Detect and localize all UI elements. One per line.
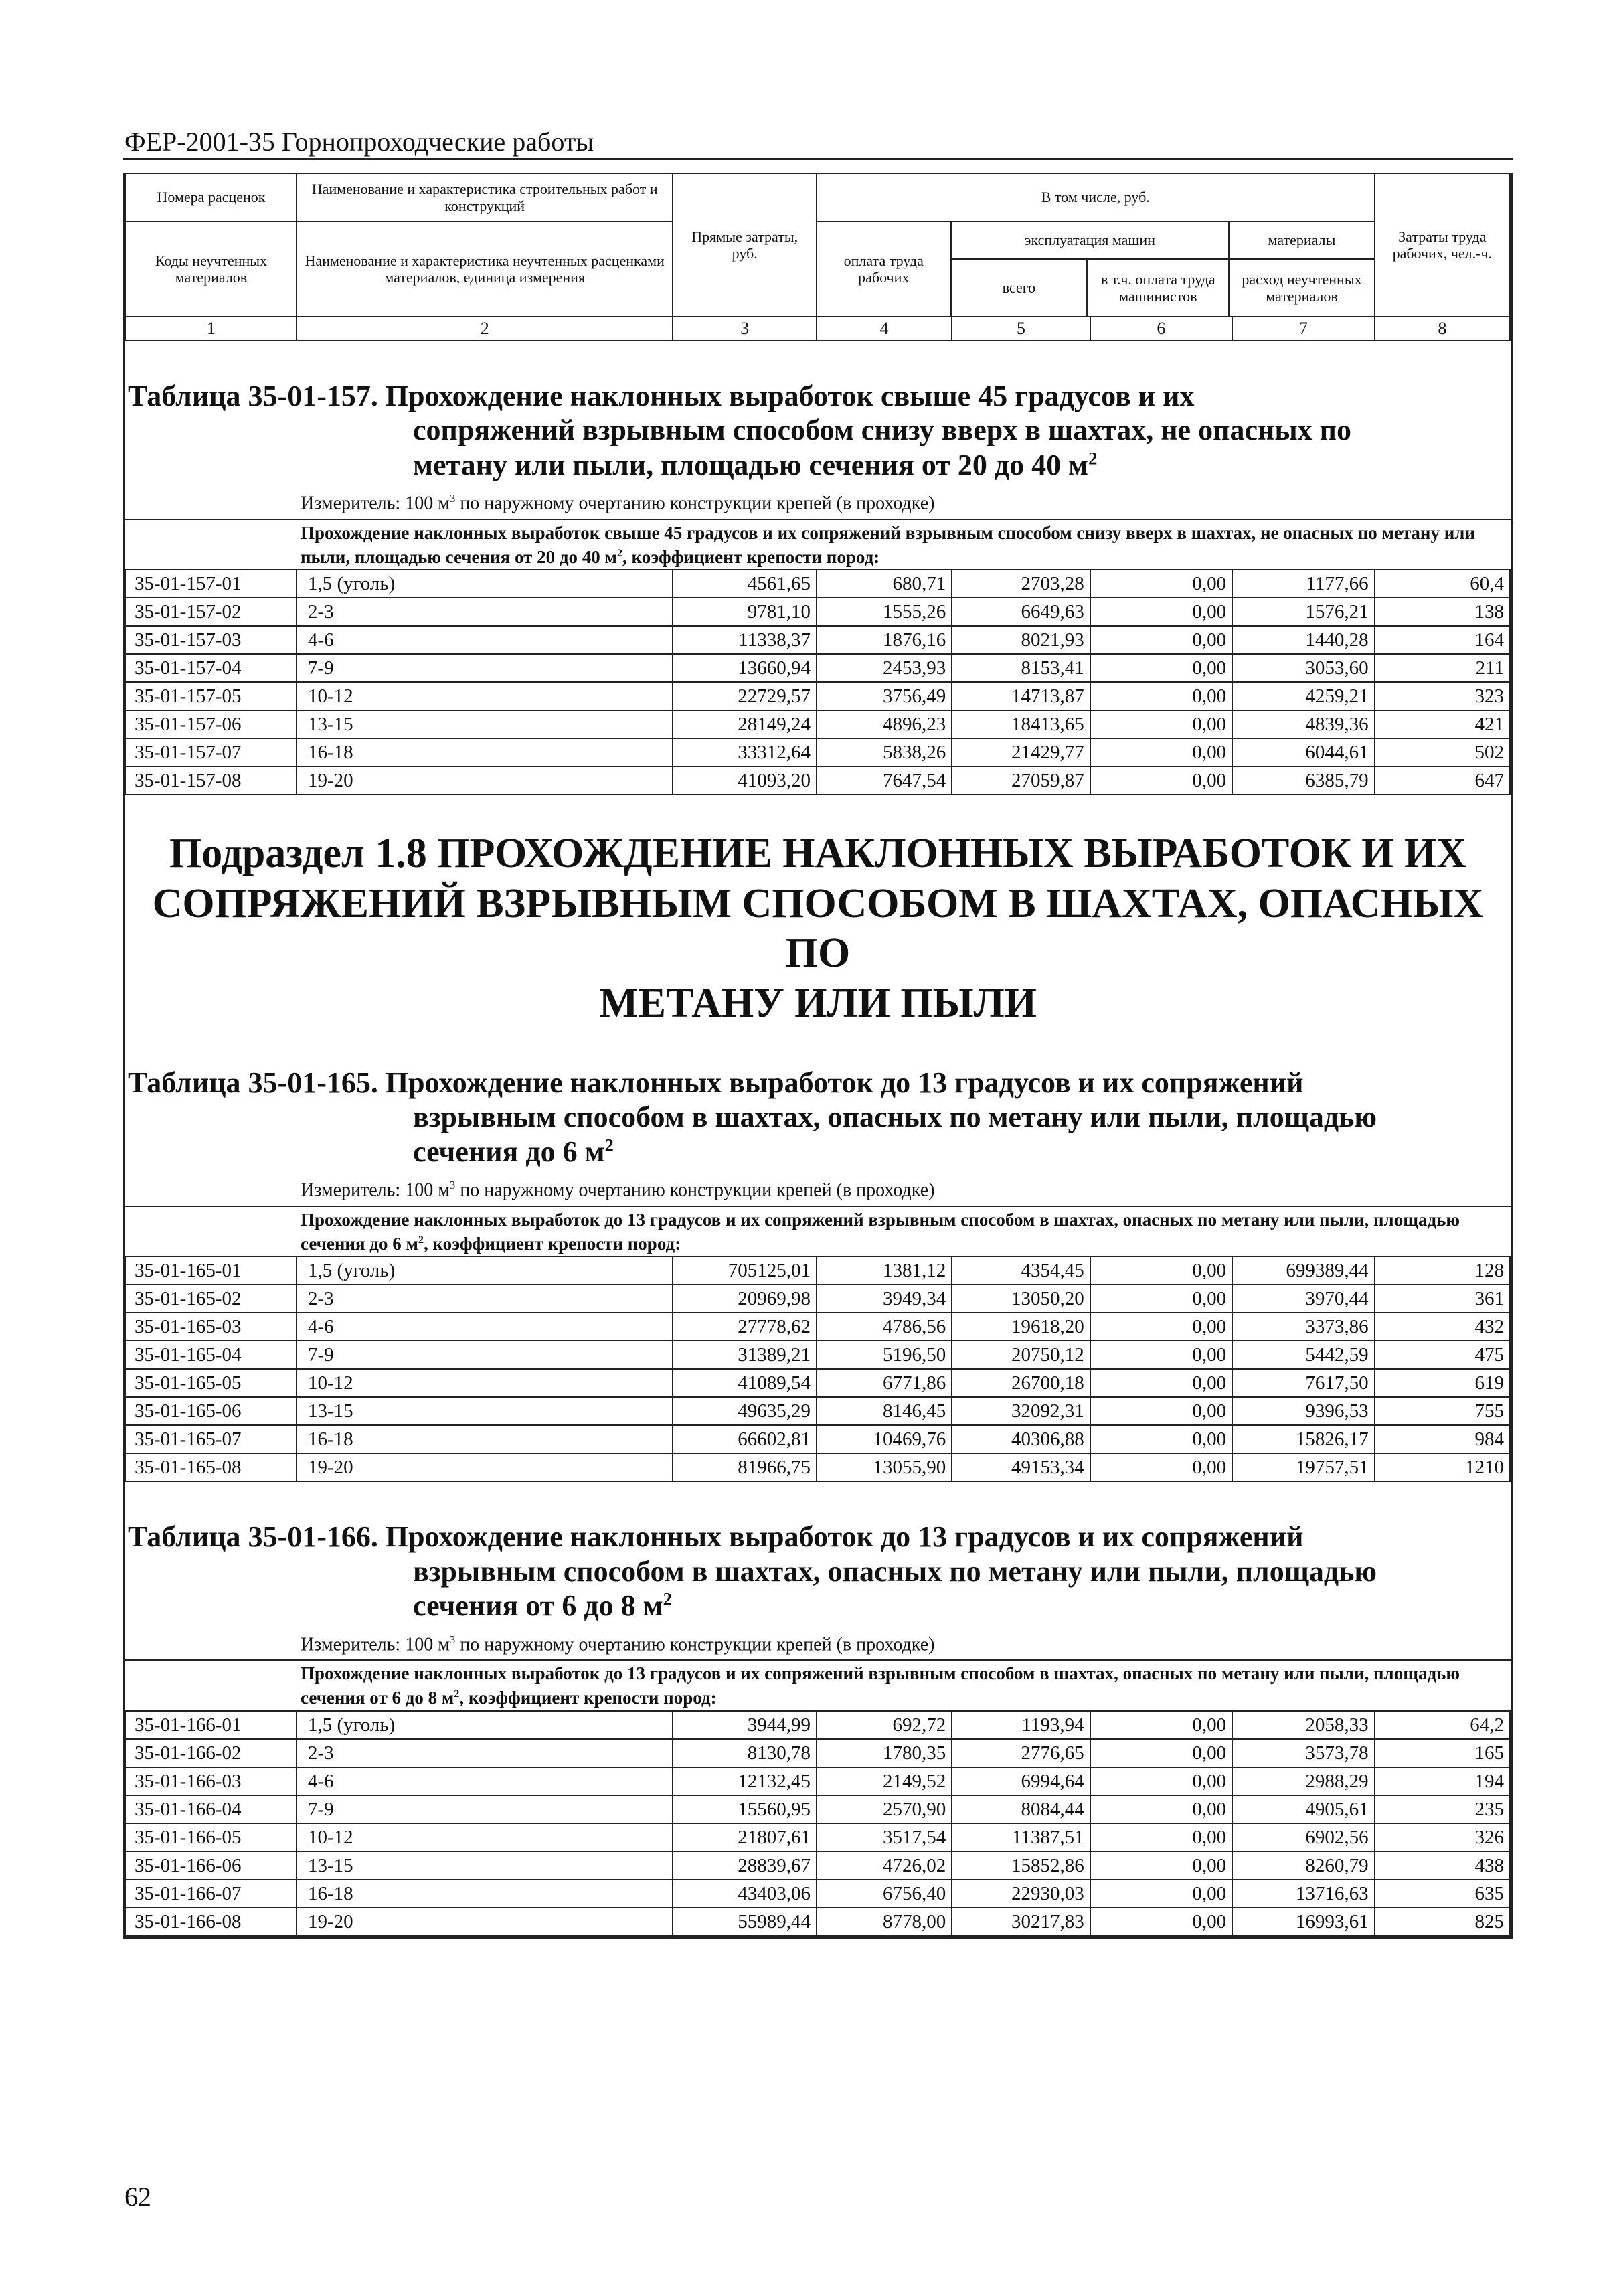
table-row [126,738,1510,766]
table-cell: 28149,24 [673,710,816,738]
table-cell: 11338,37 [673,626,816,654]
column-number: 8 [1375,317,1510,341]
table-description: Прохождение наклонных выработок до 13 градусов и их сопряжений взрывным способом в шахтах, опасных по метану или пыли, площадью сечения от 6 до 8 $м^2$, коэффициент крепости пород: [125,1659,1511,1710]
table-cell: 8778,00 [817,1908,952,1936]
table-cell: 7617,50 [1232,1369,1374,1397]
table-35-01-166 [125,1520,1511,1936]
table-cell: 502 [1375,738,1510,766]
table-cell: 10469,76 [817,1425,952,1453]
table-cell: 35-01-157-08 [126,766,297,795]
table-cell: 7-9 [297,1795,673,1823]
col-header-work-name: Наименование и характеристика строительных работ и конструкций [297,173,673,222]
table-cell: 16-18 [297,1425,673,1453]
col-header-labor: Затраты труда рабочих, чел.-ч. [1375,173,1510,317]
table-cell: 421 [1375,710,1510,738]
table-row [126,1369,1510,1397]
table-row [126,626,1510,654]
column-number-row [126,317,1510,341]
table-row [126,654,1510,682]
table-cell: 35-01-165-03 [126,1313,297,1341]
table-cell: 13050,20 [952,1285,1090,1313]
table-cell: 4561,65 [673,570,816,598]
table-cell: 165 [1375,1739,1510,1767]
table-cell: 7-9 [297,1341,673,1369]
table-cell: 35-01-157-02 [126,598,297,626]
table-cell: 8021,93 [952,626,1090,654]
col-header-unaccounted-materials: расход неучтенных материалов [1229,259,1373,316]
table-cell: 35-01-157-03 [126,626,297,654]
table-cell: 475 [1375,1341,1510,1369]
table-cell: 619 [1375,1369,1510,1397]
table-cell: 705125,01 [673,1256,816,1285]
column-number: 7 [1232,317,1374,341]
table-cell: 6771,86 [817,1369,952,1397]
col-header-direct-costs: Прямые затраты, руб. [673,173,816,317]
table-cell: 0,00 [1090,1397,1232,1425]
table-cell: 0,00 [1090,1453,1232,1481]
table-row [126,682,1510,710]
table-cell: 33312,64 [673,738,816,766]
table-cell: 438 [1375,1852,1510,1880]
table-cell: 8084,44 [952,1795,1090,1823]
table-cell: 35-01-165-07 [126,1425,297,1453]
table-cell: 4259,21 [1232,682,1374,710]
table-cell: 22729,57 [673,682,816,710]
table-cell: 6385,79 [1232,766,1374,795]
table-row [126,1711,1510,1739]
table-cell: 15560,95 [673,1795,816,1823]
table-cell: 35-01-166-06 [126,1852,297,1880]
table-cell: 20750,12 [952,1341,1090,1369]
document-body [123,173,1513,1939]
measure-unit: Измеритель: 100 $м^3$ по наружному очертанию конструкции крепей (в проходке) [301,1179,935,1201]
table-cell: 41089,54 [673,1369,816,1397]
table-row [126,1453,1510,1481]
table-cell: 361 [1375,1285,1510,1313]
table-cell: 10-12 [297,682,673,710]
table-cell: 0,00 [1090,570,1232,598]
table-cell: 235 [1375,1795,1510,1823]
table-cell: 0,00 [1090,1767,1232,1795]
col-header-group: В том числе, руб. [817,173,1375,222]
table-cell: 9396,53 [1232,1397,1374,1425]
table-cell: 2703,28 [952,570,1090,598]
table-cell: 2058,33 [1232,1711,1374,1739]
table-cell: 3944,99 [673,1711,816,1739]
table-cell: 15826,17 [1232,1425,1374,1453]
table-cell: 692,72 [817,1711,952,1739]
table-cell: 66602,81 [673,1425,816,1453]
col-header-machines: эксплуатация машин [951,222,1230,259]
table-cell: 35-01-157-05 [126,682,297,710]
page-number: 62 [124,2182,151,2212]
table-cell: 16993,61 [1232,1908,1374,1936]
col-header-material-name: Наименование и характеристика неучтенных расценками материалов, единица измерения [297,222,673,317]
table-cell: 13-15 [297,1397,673,1425]
table-cell: 35-01-157-04 [126,654,297,682]
table-cell: 825 [1375,1908,1510,1936]
table-cell: 10-12 [297,1823,673,1852]
table-cell: 6044,61 [1232,738,1374,766]
table-cell: 16-18 [297,1880,673,1908]
table-cell: 35-01-166-01 [126,1711,297,1739]
table-cell: 3373,86 [1232,1313,1374,1341]
table-cell: 8146,45 [817,1397,952,1425]
table-cell: 1,5 (уголь) [297,1711,673,1739]
table-cell: 2149,52 [817,1767,952,1795]
table-row [126,1823,1510,1852]
table-cell: 18413,65 [952,710,1090,738]
column-number: 1 [126,317,297,341]
table-cell: 9781,10 [673,598,816,626]
table-cell: 81966,75 [673,1453,816,1481]
table-cell: 22930,03 [952,1880,1090,1908]
table-cell: 19618,20 [952,1313,1090,1341]
table-cell: 4-6 [297,626,673,654]
table-row [126,1256,1510,1285]
table-cell: 49153,34 [952,1453,1090,1481]
table-cell: 2453,93 [817,654,952,682]
table-cell: 19757,51 [1232,1453,1374,1481]
table-row [126,1397,1510,1425]
table-cell: 19-20 [297,766,673,795]
table-cell: 1193,94 [952,1711,1090,1739]
table-cell: 35-01-157-06 [126,710,297,738]
table-cell: 0,00 [1090,1880,1232,1908]
table-cell: 7-9 [297,654,673,682]
table-cell: 21429,77 [952,738,1090,766]
table-cell: 31389,21 [673,1341,816,1369]
table-cell: 13660,94 [673,654,816,682]
table-cell: 755 [1375,1397,1510,1425]
table-cell: 4786,56 [817,1313,952,1341]
table-cell: 0,00 [1090,1425,1232,1453]
table-row [126,1313,1510,1341]
table-cell: 35-01-157-07 [126,738,297,766]
table-cell: 6756,40 [817,1880,952,1908]
table-cell: 0,00 [1090,710,1232,738]
table-cell: 5442,59 [1232,1341,1374,1369]
data-table [125,1710,1511,1937]
table-35-01-165 [125,1066,1511,1482]
table-cell: 35-01-165-02 [126,1285,297,1313]
table-cell: 984 [1375,1425,1510,1453]
table-row [126,1908,1510,1936]
measure-unit: Измеритель: 100 $м^3$ по наружному очертанию конструкции крепей (в проходке) [301,1633,935,1655]
table-cell: 2776,65 [952,1739,1090,1767]
table-cell: 27778,62 [673,1313,816,1341]
col-header-worker-pay: оплата труда рабочих [817,222,951,316]
table-cell: 0,00 [1090,1341,1232,1369]
col-header-machines-total: всего [951,259,1088,316]
table-cell: 635 [1375,1880,1510,1908]
table-row [126,710,1510,738]
table-row [126,1425,1510,1453]
table-cell: 60,4 [1375,570,1510,598]
col-header-rate-number: Номера расценок [126,173,297,222]
table-row [126,1767,1510,1795]
table-cell: 3756,49 [817,682,952,710]
table-row [126,1880,1510,1908]
table-cell: 41093,20 [673,766,816,795]
table-row [126,570,1510,598]
table-cell: 7647,54 [817,766,952,795]
table-cell: 35-01-165-01 [126,1256,297,1285]
table-cell: 1440,28 [1232,626,1374,654]
table-cell: 138 [1375,598,1510,626]
table-cell: 2988,29 [1232,1767,1374,1795]
table-cell: 30217,83 [952,1908,1090,1936]
table-cell: 4896,23 [817,710,952,738]
table-cell: 12132,45 [673,1767,816,1795]
table-cell: 35-01-166-08 [126,1908,297,1936]
table-cell: 14713,87 [952,682,1090,710]
table-title: Таблица 35-01-165. Прохождение наклонных выработок до 13 градусов и их сопряжений взрывным способом в шахтах, опасных по метану или пыли, площадью сечения до 6 $м^2$ [128,1066,1377,1168]
col-header-materials: материалы [1229,222,1373,259]
table-cell: 1210 [1375,1453,1510,1481]
table-cell: 1,5 (уголь) [297,1256,673,1285]
table-cell: 28839,67 [673,1852,816,1880]
table-cell: 128 [1375,1256,1510,1285]
column-number: 2 [297,317,673,341]
table-cell: 4-6 [297,1767,673,1795]
table-row [126,766,1510,795]
table-row [126,598,1510,626]
table-cell: 64,2 [1375,1711,1510,1739]
table-cell: 43403,06 [673,1880,816,1908]
table-cell: 35-01-165-08 [126,1453,297,1481]
column-header-table [125,173,1511,341]
table-cell: 35-01-166-04 [126,1795,297,1823]
table-cell: 4839,36 [1232,710,1374,738]
table-35-01-157 [125,379,1511,795]
table-cell: 3573,78 [1232,1739,1374,1767]
table-cell: 8130,78 [673,1739,816,1767]
table-cell: 20969,98 [673,1285,816,1313]
table-cell: 13055,90 [817,1453,952,1481]
table-cell: 0,00 [1090,1908,1232,1936]
table-cell: 0,00 [1090,1256,1232,1285]
table-cell: 1177,66 [1232,570,1374,598]
table-title: Таблица 35-01-166. Прохождение наклонных выработок до 13 градусов и их сопряжений взрывным способом в шахтах, опасных по метану или пыли, площадью сечения от 6 до 8 $м^2$ [128,1520,1377,1623]
table-cell: 2570,90 [817,1795,952,1823]
table-cell: 40306,88 [952,1425,1090,1453]
table-cell: 4905,61 [1232,1795,1374,1823]
column-number: 5 [952,317,1090,341]
table-cell: 35-01-166-03 [126,1767,297,1795]
table-cell: 13-15 [297,1852,673,1880]
table-row [126,1795,1510,1823]
table-cell: 35-01-165-05 [126,1369,297,1397]
table-cell: 0,00 [1090,682,1232,710]
table-cell: 35-01-157-01 [126,570,297,598]
table-cell: 0,00 [1090,654,1232,682]
data-table [125,569,1511,795]
table-cell: 35-01-166-07 [126,1880,297,1908]
table-cell: 194 [1375,1767,1510,1795]
table-cell: 21807,61 [673,1823,816,1852]
table-cell: 0,00 [1090,1313,1232,1341]
col-header-operator-pay: в т.ч. оплата труда машинистов [1087,259,1229,316]
table-cell: 4354,45 [952,1256,1090,1285]
table-cell: 49635,29 [673,1397,816,1425]
table-cell: 15852,86 [952,1852,1090,1880]
table-cell: 35-01-166-05 [126,1823,297,1852]
table-cell: 1576,21 [1232,598,1374,626]
table-row [126,1285,1510,1313]
table-title: Таблица 35-01-157. Прохождение наклонных выработок свыше 45 градусов и их сопряжений взрывным способом снизу вверх в шахтах, не опасных по метану или пыли, площадью сечения от 20 до 40 $м^2$ [128,380,1352,481]
table-cell: 211 [1375,654,1510,682]
table-cell: 680,71 [817,570,952,598]
table-cell: 164 [1375,626,1510,654]
table-cell: 4-6 [297,1313,673,1341]
table-cell: 26700,18 [952,1369,1090,1397]
column-number: 6 [1090,317,1232,341]
table-cell: 35-01-165-06 [126,1397,297,1425]
table-cell: 3053,60 [1232,654,1374,682]
table-cell: 432 [1375,1313,1510,1341]
table-cell: 6994,64 [952,1767,1090,1795]
page-header: ФЕР-2001-35 Горнопроходческие работы [124,127,594,157]
col-header-material-codes: Коды неучтенных материалов [126,222,297,317]
measure-unit: Измеритель: 100 $м^3$ по наружному очертанию конструкции крепей (в проходке) [301,492,935,514]
table-row [126,1739,1510,1767]
table-cell: 6649,63 [952,598,1090,626]
column-number: 4 [817,317,952,341]
table-cell: 1,5 (уголь) [297,570,673,598]
table-cell: 11387,51 [952,1823,1090,1852]
table-cell: 5838,26 [817,738,952,766]
table-cell: 3517,54 [817,1823,952,1852]
table-cell: 0,00 [1090,1823,1232,1852]
table-cell: 0,00 [1090,1369,1232,1397]
subsection-title: Подраздел 1.8 ПРОХОЖДЕНИЕ НАКЛОННЫХ ВЫРАБОТОК И ИХ СОПРЯЖЕНИЙ ВЗРЫВНЫМ СПОСОБОМ В ШАХТАХ, ОПАСНЫХ ПО МЕТАНУ ИЛИ ПЫЛИ [152,831,1484,1026]
table-row [126,1852,1510,1880]
table-cell: 2-3 [297,1739,673,1767]
table-cell: 4726,02 [817,1852,952,1880]
table-cell: 13-15 [297,710,673,738]
header-rule [123,158,1513,160]
table-cell: 5196,50 [817,1341,952,1369]
data-table [125,1256,1511,1482]
table-cell: 0,00 [1090,598,1232,626]
table-cell: 647 [1375,766,1510,795]
table-cell: 0,00 [1090,766,1232,795]
table-cell: 16-18 [297,738,673,766]
table-cell: 699389,44 [1232,1256,1374,1285]
table-cell: 1381,12 [817,1256,952,1285]
table-cell: 326 [1375,1823,1510,1852]
table-cell: 8260,79 [1232,1852,1374,1880]
table-cell: 35-01-166-02 [126,1739,297,1767]
column-number: 3 [673,317,816,341]
table-cell: 1876,16 [817,626,952,654]
table-cell: 2-3 [297,598,673,626]
table-cell: 32092,31 [952,1397,1090,1425]
table-cell: 1780,35 [817,1739,952,1767]
table-cell: 19-20 [297,1453,673,1481]
table-cell: 3970,44 [1232,1285,1374,1313]
table-cell: 1555,26 [817,598,952,626]
table-cell: 3949,34 [817,1285,952,1313]
table-cell: 2-3 [297,1285,673,1313]
table-cell: 10-12 [297,1369,673,1397]
table-cell: 13716,63 [1232,1880,1374,1908]
table-row [126,1341,1510,1369]
table-cell: 0,00 [1090,1795,1232,1823]
table-cell: 55989,44 [673,1908,816,1936]
table-cell: 0,00 [1090,1285,1232,1313]
table-cell: 323 [1375,682,1510,710]
table-cell: 35-01-165-04 [126,1341,297,1369]
table-cell: 8153,41 [952,654,1090,682]
table-cell: 0,00 [1090,738,1232,766]
table-cell: 0,00 [1090,1711,1232,1739]
table-cell: 19-20 [297,1908,673,1936]
table-cell: 6902,56 [1232,1823,1374,1852]
table-cell: 0,00 [1090,1739,1232,1767]
table-description: Прохождение наклонных выработок свыше 45 градусов и их сопряжений взрывным способом снизу вверх в шахтах, не опасных по метану или пыли, площадью сечения от 20 до 40 $м^2$, коэффициент крепости пород: [125,519,1511,569]
table-description: Прохождение наклонных выработок до 13 градусов и их сопряжений взрывным способом в шахтах, опасных по метану или пыли, площадью сечения до 6 $м^2$, коэффициент крепости пород: [125,1206,1511,1256]
table-cell: 0,00 [1090,626,1232,654]
table-cell: 27059,87 [952,766,1090,795]
table-cell: 0,00 [1090,1852,1232,1880]
